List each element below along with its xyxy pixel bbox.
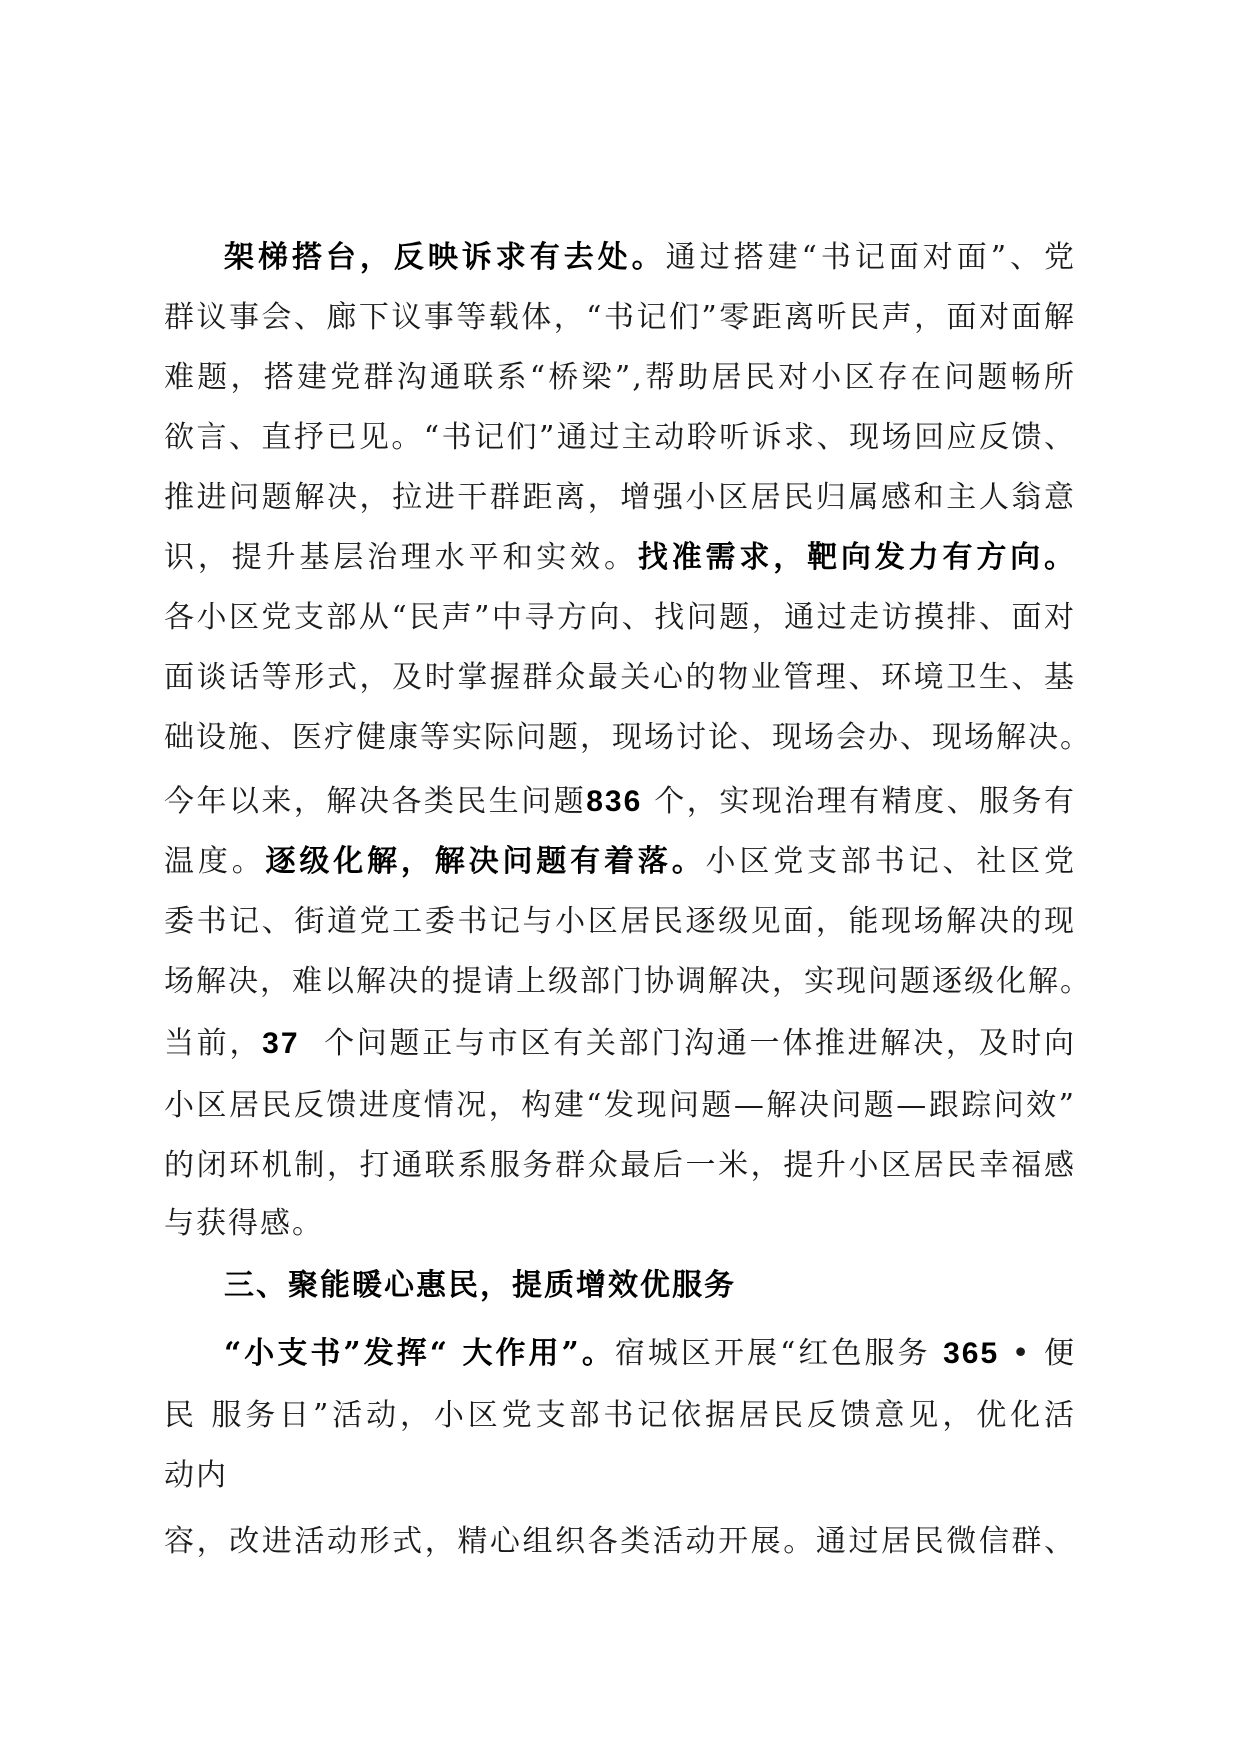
text-run: 宿城区开展“红色服务 [614, 1336, 944, 1371]
paragraph-line [224, 228, 1076, 288]
paragraph-line: 推进问题解决，拉进干群距离，增强小区居民归属感和主人翁意 [164, 480, 1076, 515]
subheading: 架梯搭台，反映诉求有去处。 [224, 240, 666, 275]
paragraph-line: 欲言、直抒已见。“书记们”通过主动聆听诉求、现场回应反馈、 [164, 420, 1076, 455]
text-run: 当前， [164, 1026, 263, 1061]
paragraph-line: 民 服务日”活动，小区党支部书记依据居民反馈意见，优化活 [164, 1398, 1076, 1433]
paragraph-line: 小区居民反馈进度情况，构建“发现问题—解决问题—跟踪问效” [164, 1088, 1076, 1123]
text-run: 温度。 [164, 844, 266, 879]
paragraph-line [164, 772, 1076, 832]
paragraph-line: 群议事会、廊下议事等载体，“书记们”零距离听民声，面对面解 [164, 300, 1076, 335]
paragraph-line [164, 528, 1076, 588]
paragraph-line: 与获得感。 [164, 1206, 324, 1241]
number-value: 836 [586, 785, 643, 818]
subheading: 逐级化解，解决问题有着落。 [265, 844, 706, 879]
subheading: “小支书”发挥“ 大作用”。 [224, 1336, 615, 1371]
paragraph-line: 动内 [164, 1458, 228, 1493]
paragraph-line: 各小区党支部从“民声”中寻方向、找问题，通过走访摸排、面对 [164, 600, 1076, 635]
paragraph-line: 的闭环机制，打通联系服务群众最后一米，提升小区居民幸福感 [164, 1148, 1076, 1183]
section-title: 三、聚能暖心惠民，提质增效优服务 [224, 1268, 736, 1303]
paragraph-line: 难题，搭建党群沟通联系“桥梁”,帮助居民对小区存在问题畅所 [164, 360, 1076, 395]
paragraph-line [224, 1324, 1076, 1384]
subheading: 找准需求，靶向发力有方向。 [637, 540, 1077, 575]
text-run: 个问题正与市区有关部门沟通一体推进解决，及时向 [299, 1026, 1076, 1061]
text-run: 小区党支部书记、社区党 [705, 844, 1077, 879]
paragraph-line: 面谈话等形式，及时掌握群众最关心的物业管理、环境卫生、基 [164, 660, 1076, 695]
text-run: • 便 [999, 1336, 1076, 1371]
text-run: 今年以来，解决各类民生问题 [164, 784, 587, 819]
text-run: 通过搭建“书记面对面”、党 [665, 240, 1076, 275]
number-value: 37 [262, 1027, 300, 1060]
text-run: 个，实现治理有精度、服务有 [642, 784, 1076, 819]
paragraph-line [164, 1014, 1076, 1074]
paragraph-line: 场解决，难以解决的提请上级部门协调解决，实现问题逐级化解。 [164, 964, 1092, 999]
number-value: 365 [943, 1337, 1000, 1370]
text-run: 识，提升基层治理水平和实效。 [164, 540, 638, 575]
paragraph-line [164, 832, 1076, 892]
paragraph-line: 础设施、医疗健康等实际问题，现场讨论、现场会办、现场解决。 [164, 720, 1092, 755]
paragraph-line: 容，改进活动形式，精心组织各类活动开展。通过居民微信群、 [164, 1524, 1076, 1559]
paragraph-line: 委书记、街道党工委书记与小区居民逐级见面，能现场解决的现 [164, 904, 1076, 939]
